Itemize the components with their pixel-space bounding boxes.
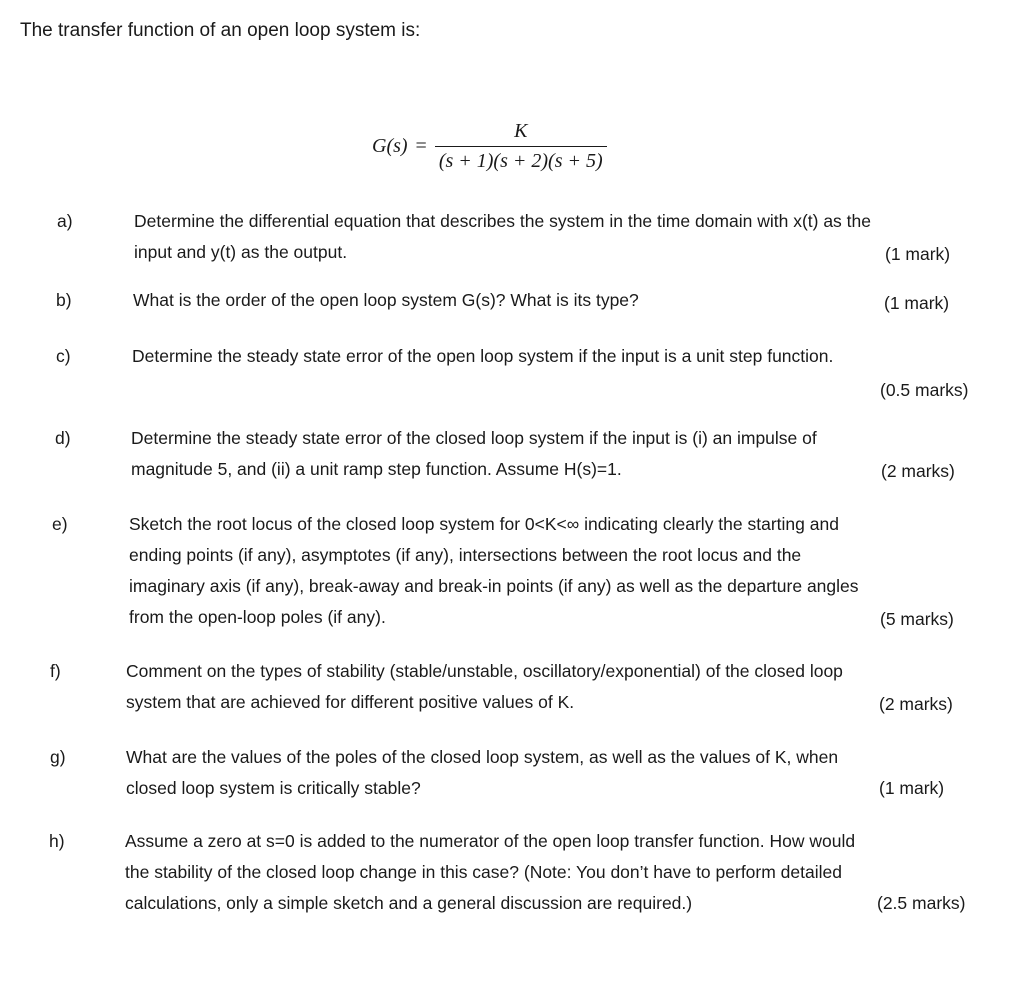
question-line: magnitude 5, and (ii) a unit ramp step function. Assume H(s)=1. xyxy=(131,459,622,479)
question-marks: (2.5 marks) xyxy=(877,893,966,913)
question-marks: (5 marks) xyxy=(880,609,954,629)
question-text xyxy=(133,285,983,316)
question-marks: (2 marks) xyxy=(881,461,955,481)
question-marks: (1 mark) xyxy=(884,293,950,313)
question-text xyxy=(125,826,975,919)
question-text xyxy=(126,656,976,718)
question-label: a) xyxy=(57,211,73,231)
question-marks: (1 mark) xyxy=(879,778,945,798)
question-line: input and y(t) as the output. xyxy=(134,242,348,262)
question-text xyxy=(132,341,982,372)
question-label: e) xyxy=(52,514,68,534)
question-line: imaginary axis (if any), break-away and break-in points (if any) as well as the departure angles xyxy=(129,576,859,596)
question-text xyxy=(129,509,979,633)
question-line: ending points (if any), asymptotes (if any), intersections between the root locus and the xyxy=(129,545,802,565)
question-text xyxy=(134,206,984,268)
equation-fraction xyxy=(435,120,607,173)
question-marks: (2 marks) xyxy=(879,694,953,714)
equation-equals: = xyxy=(415,135,427,157)
question-line: Sketch the root locus of the closed loop system for 0<K<∞ indicating clearly the starting and xyxy=(129,514,839,534)
question-label: c) xyxy=(56,346,71,366)
question-line: closed loop system is critically stable? xyxy=(126,778,421,798)
equation-denominator: (s + 1)(s + 2)(s + 5) xyxy=(435,146,607,173)
question-line: Determine the steady state error of the closed loop system if the input is (i) an impulse of xyxy=(131,428,817,448)
intro-text: The transfer function of an open loop system is: xyxy=(20,20,421,41)
question-line: Comment on the types of stability (stable/unstable, oscillatory/exponential) of the closed loop xyxy=(126,661,843,681)
transfer-function-equation xyxy=(372,120,607,173)
question-label: f) xyxy=(50,661,61,681)
question-marks: (1 mark) xyxy=(885,244,951,264)
question-line: What are the values of the poles of the closed loop system, as well as the values of K, when xyxy=(126,747,839,767)
question-label: h) xyxy=(49,831,65,851)
question-line: calculations, only a simple sketch and a general discussion are required.) xyxy=(125,893,693,913)
question-label: g) xyxy=(50,747,66,767)
question-label: b) xyxy=(56,290,72,310)
question-line: Determine the differential equation that describes the system in the time domain with x(t) as the xyxy=(134,211,871,231)
question-line: Assume a zero at s=0 is added to the numerator of the open loop transfer function. How would xyxy=(125,831,856,851)
question-line: What is the order of the open loop system G(s)? What is its type? xyxy=(133,290,639,310)
equation-lhs: G(s) xyxy=(372,135,408,157)
equation-numerator: K xyxy=(514,120,528,142)
question-marks: (0.5 marks) xyxy=(880,380,969,400)
question-text xyxy=(126,742,976,804)
question-line: the stability of the closed loop change in this case? (Note: You don’t have to perform detailed xyxy=(125,862,842,882)
question-text xyxy=(131,423,981,485)
question-line: Determine the steady state error of the open loop system if the input is a unit step function. xyxy=(132,346,834,366)
question-label: d) xyxy=(55,428,71,448)
question-line: from the open-loop poles (if any). xyxy=(129,607,386,627)
question-line: system that are achieved for different positive values of K. xyxy=(126,692,575,712)
